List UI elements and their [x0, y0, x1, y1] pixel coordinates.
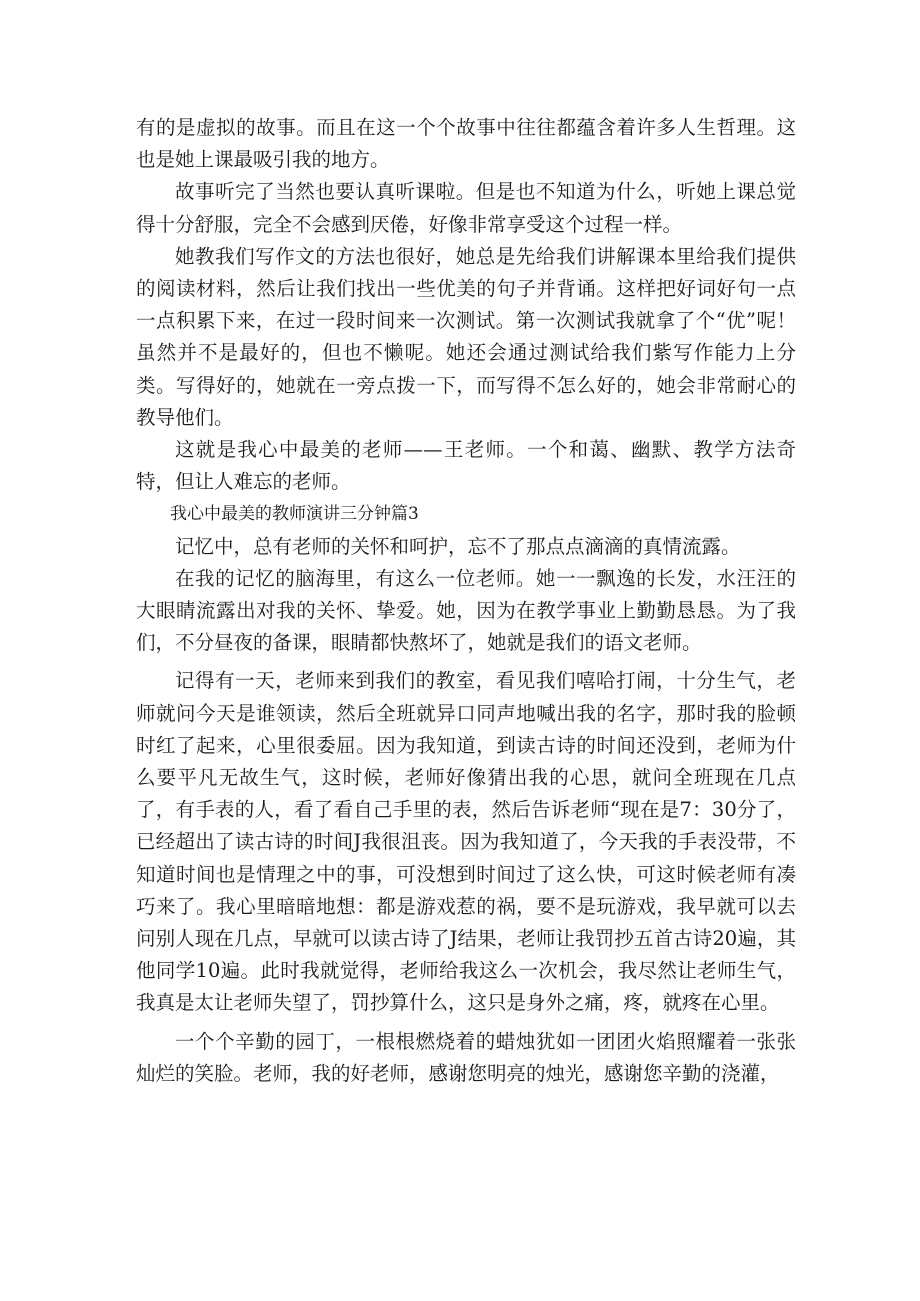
- paragraph-7: 记得有一天，老师来到我们的教室，看见我们嘻哈打闹，十分生气，老师就问今天是谁领读，然后全班就异口同声地喊出我的名字，那时我的脸顿时红了起来，心里很委屈。因为我知道，到读古诗的时间还没到，老师为什么要平凡无故生气，这时候，老师好像猜出我的心思，就问全班现在几点了，有手表的人，看了看自己手里的表，然后告诉老师“现在是7：30分了，已经超出了读古诗的时间J我很沮丧。因为我知道了，今天我的手表没带，不知道时间也是情理之中的事，可没想到时间过了这么快，可这时候老师有凑巧来了。我心里暗暗地想：都是游戏惹的祸，要不是玩游戏，我早就可以去问别人现在几点，早就可以读古诗了J结果，老师让我罚抄五首古诗20遍，其他同学10遍。此时我就觉得，老师给我这么一次机会，我尽然让老师生气，我真是太让老师失望了，罚抄算什么，这只是身外之痛，疼，就疼在心里。: [136, 669, 796, 1015]
- paragraph-8: 一个个辛勤的园丁，一根根燃烧着的蜡烛犹如一团团火焰照耀着一张张灿烂的笑脸。老师，我的好老师，感谢您明亮的烛光，感谢您辛勤的浇灌，: [136, 1029, 796, 1085]
- paragraph-1: 有的是虚拟的故事。而且在这一个个故事中往往都蕴含着许多人生哲理。这也是她上课最吸引我的地方。: [136, 116, 796, 172]
- paragraph-6: 在我的记忆的脑海里，有这么一位老师。她一一飘逸的长发，水汪汪的大眼睛流露出对我的关怀、挚爱。她，因为在教学事业上勤勤恳恳。为了我们，不分昼夜的备课，眼睛都快熬坏了，她就是我们的语文老师。: [136, 566, 796, 655]
- paragraph-4: 这就是我心中最美的老师——王老师。一个和蔼、幽默、教学方法奇特，但让人难忘的老师。: [136, 438, 796, 494]
- document-body: [136, 112, 796, 1090]
- section-heading: 我心中最美的教师演讲三分钟篇3: [170, 504, 419, 525]
- paragraph-5: 记忆中，总有老师的关怀和呵护，忘不了那点点滴滴的真情流露。: [175, 534, 741, 558]
- paragraph-2: 故事听完了当然也要认真听课啦。但是也不知道为什么，听她上课总觉得十分舒服，完全不会感到厌倦，好像非常享受这个过程一样。: [136, 180, 796, 236]
- paragraph-3: 她教我们写作文的方法也很好，她总是先给我们讲解课本里给我们提供的阅读材料，然后让我们找出一些优美的句子并背诵。这样把好词好句一点一点积累下来，在过一段时间来一次测试。第一次测试我就拿了个“优”呢！虽然并不是最好的，但也不懒呢。她还会通过测试给我们紫写作能力上分类。写得好的，她就在一旁点拨一下，而写得不怎么好的，她会非常耐心的教导他们。: [136, 244, 796, 429]
